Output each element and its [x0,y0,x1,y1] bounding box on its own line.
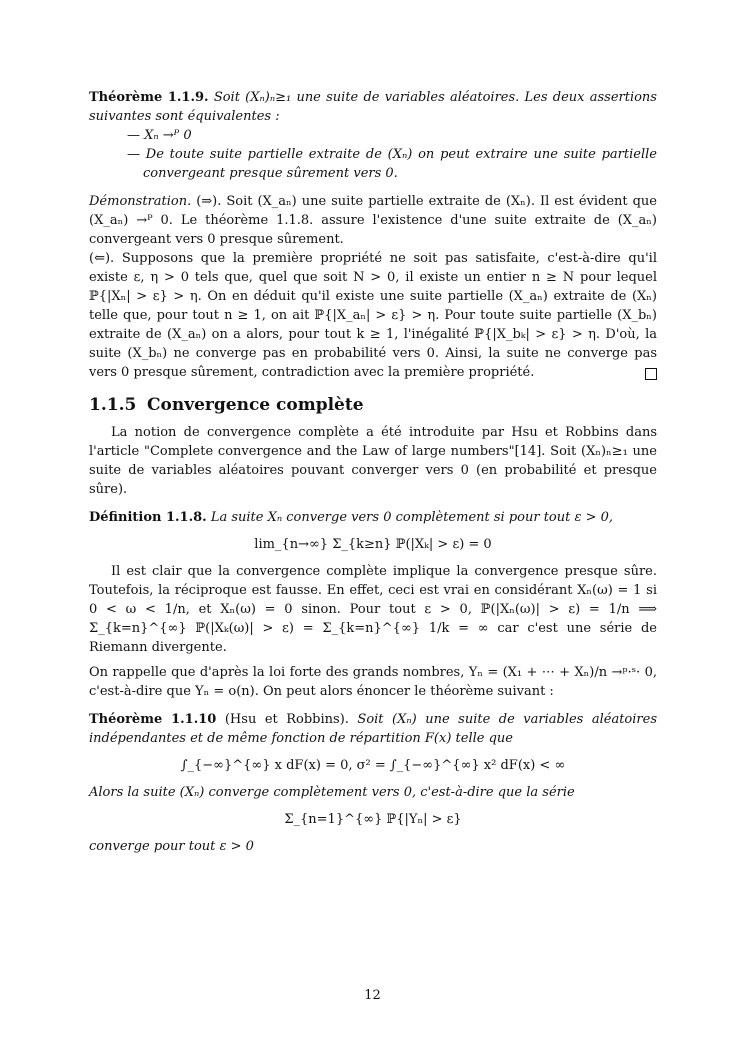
page-body [89,88,657,856]
theorem-label: Théorème 1.1.10 [89,712,217,727]
remark-p2: On rappelle que d'après la loi forte des grands nombres, Yₙ = (X₁ + ⋯ + Xₙ)/n →ᵖ·ˢ· 0, c'est-à-dire que Yₙ = o(n). On peut alors énoncer le théorème suivant : [89,665,657,699]
section-heading [89,396,657,415]
theorem-end: converge pour tout ε > 0 [89,839,254,854]
demonstration-text-2: (⇐). Supposons que la première propriété ne soit pas satisfaite, c'est-à-dire qu'il existe ε, η > 0 tels que, quel que soit N > 0, il existe un entier n ≥ N pour lequel ℙ{|Xₙ| > ε} > η. On en déduit qu'il existe une suite partielle (X_aₙ) extraite de (Xₙ) telle que, pour tout n ≥ 1, on ait ℙ{|X_aₙ| > ε} > η. Pour toute suite partielle (X_bₙ) extraite de (X_aₙ) on a alors, pour tout k ≥ 1, l'inégalité ℙ{|X_bₖ| > ε} > η. D'où, la suite (X_bₙ) ne converge pas en probabilité vers 0. Ainsi, la suite ne converge pas vers 0 presque sûrement, contradiction avec la première propriété. [89,251,657,380]
remark-p1: Il est clair que la convergence complète implique la convergence presque sûre. Toutefois, la réciproque est fausse. En effet, ceci est vrai en considérant Xₙ(ω) = 1 si 0 < ω < 1/n, et Xₙ(ω) = 0 sinon. Pour tout ε > 0, ℙ(|Xₙ(ω)| > ε) = 1/n ⟹ Σ_{k=n}^{∞} ℙ(|Xₖ(ω)| > ε) = Σ_{k=n}^{∞} 1/k = ∞ car c'est une série de Riemann divergente. [89,564,657,655]
theorem-attribution: (Hsu et Robbins). [224,712,349,727]
qed-icon [645,368,657,380]
theorem-item-1: — Xₙ →ᴾ 0 [127,128,192,143]
theorem-label: Théorème 1.1.9. [89,90,209,105]
demonstration-p2 [89,249,657,382]
demonstration-p1 [89,192,657,249]
section-title: Convergence complète [147,395,364,415]
theorem-conclusion: Alors la suite (Xₙ) converge complètement vers 0, c'est-à-dire que la série [89,785,575,800]
definition-formula: lim_{n→∞} Σ_{k≥n} ℙ(|Xₖ| > ε) = 0 [254,537,492,552]
definition-statement: La suite Xₙ converge vers 0 complètement si pour tout ε > 0, [210,510,614,525]
theorem-formula: ∫_{−∞}^{∞} x dF(x) = 0, σ² = ∫_{−∞}^{∞} x² dF(x) < ∞ [180,758,566,773]
theorem-series: Σ_{n=1}^{∞} ℙ{|Yₙ| > ε} [284,812,462,827]
page-number: 12 [364,988,381,1003]
theorem-1-1-9 [89,88,657,126]
theorem-statement: Soit (Xₙ)ₙ≥₁ une suite de variables aléatoires. Les deux assertions suivantes sont équivalentes : [89,90,657,124]
theorem-1-1-10 [89,710,657,748]
definition-label: Définition 1.1.8. [89,510,207,525]
demonstration-text-1: (⇒). Soit (X_aₙ) une suite partielle extraite de (Xₙ). Il est évident que (X_aₙ) →ᴾ 0. Le théorème 1.1.8. assure l'existence d'une suite extraite de (X_aₙ) convergeant vers 0 presque sûrement. [89,194,657,247]
demonstration-label: Démonstration. [89,194,192,209]
theorem-statement: Soit (Xₙ) une suite de variables aléatoires indépendantes et de même fonction de répartition F(x) telle que [89,712,657,746]
section-number: 1.1.5 [89,395,137,415]
section-intro: La notion de convergence complète a été introduite par Hsu et Robbins dans l'article "Complete convergence and the Law of large numbers"[14]. Soit (Xₙ)ₙ≥₁ une suite de variables aléatoires pouvant converger vers 0 (en probabilité et presque sûre). [89,425,657,497]
theorem-item-2: — De toute suite partielle extraite de (Xₙ) on peut extraire une suite partielle convergeant presque sûrement vers 0. [127,147,657,181]
definition-1-1-8 [89,508,657,527]
